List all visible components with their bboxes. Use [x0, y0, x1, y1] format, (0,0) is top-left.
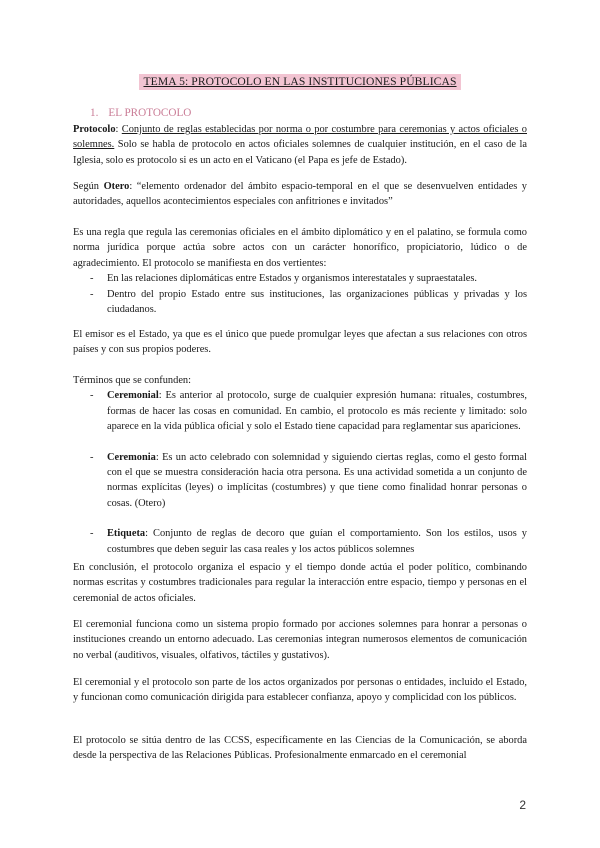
- ceremonial-protocolo-text: El ceremonial y el protocolo son parte de los actos organizados por personas o entidades, incluido el Estado, y funcionan como comunicación dirigida para establecer confianza, apoyo y complicidad con los públicos.: [73, 677, 527, 704]
- author-otero: Otero: [103, 181, 130, 192]
- list-item-ceremonia: [73, 450, 527, 512]
- paragraph-terminos: [73, 373, 527, 572]
- protocolo-rest: Solo se habla de protocolo en actos oficiales solemnes de cualquier institución, en el caso de la Iglesia, solo es protocolo si es un acto en el Vaticano (el Papa es jefe de Estado).: [73, 139, 527, 166]
- paragraph-conclusion: [73, 560, 527, 606]
- paragraph-regla: [73, 225, 527, 317]
- otero-prefix: Según: [73, 181, 104, 192]
- section-label: EL PROTOCOLO: [108, 107, 192, 119]
- ccss-text: El protocolo se sitúa dentro de las CCSS, específicamente en las Ciencias de la Comunicación, se aborda desde la perspectiva de las Relaciones Públicas. Profesionalmente enmarcado en el ceremonial: [73, 735, 527, 762]
- section-number: 1.: [90, 107, 99, 119]
- document-title: TEMA 5: PROTOCOLO EN LAS INSTITUCIONES PÚBLICAS: [139, 74, 460, 90]
- term-ceremonia: Ceremonia: [107, 451, 156, 463]
- terminos-intro: Términos que se confunden:: [73, 375, 192, 386]
- ceremonial-text: : Es anterior al protocolo, surge de cualquier expresión humana: rituales, costumbres, formas de hacer las cosas en comunidad. En cambio, el protocolo es más reciente y limitado: solo aparece en la vida pública oficial y solo el Estado tiene capacidad para reglamentar sus apariciones.: [107, 390, 527, 433]
- terminos-list: [73, 388, 527, 557]
- list-item: - En las relaciones diplomáticas entre Estados y organismos interestatales y supraestatales.: [73, 271, 527, 286]
- list-item: - Dentro del propio Estado entre sus instituciones, las organizaciones públicas y privadas y los ciudadanos.: [73, 287, 527, 318]
- title-wrap: [0, 72, 600, 90]
- etiqueta-text: : Conjunto de reglas de decoro que guían el comportamiento. Son los estilos, usos y costumbres que deben seguir las casa reales y los actos públicos solemnes: [107, 528, 527, 555]
- paragraph-otero: [73, 179, 527, 210]
- paragraph-ceremonial-protocolo: [73, 675, 527, 706]
- paragraph-ccss: [73, 733, 527, 764]
- list-item-ceremonial: [73, 388, 527, 434]
- term-ceremonial: Ceremonial: [107, 390, 159, 402]
- page-number: 2: [519, 798, 526, 812]
- ceremonial-sistema-text: El ceremonial funciona como un sistema propio formado por acciones solemnes para honrar a personas o instituciones creando un entorno adecuado. Las ceremonias integran numerosos elementos de comunicación no verbal (auditivos, visuales, olfativos, táctiles y gustativos).: [73, 619, 527, 661]
- section-heading: [90, 107, 191, 119]
- list-item-etiqueta: [73, 526, 527, 557]
- protocolo-definition: Conjunto de reglas establecidas por norma o por costumbre para ceremonias y actos oficiales o solemnes.: [73, 124, 527, 151]
- term-protocolo: Protocolo: [73, 124, 116, 135]
- otero-quote: : “elemento ordenador del ámbito espacio-temporal en el que se desenvuelven entidades y autoridades, aquellos acontecimientos especiales con anfitriones e invitados”: [73, 181, 528, 208]
- paragraph-ceremonial-sistema: [73, 617, 527, 663]
- conclusion-text: En conclusión, el protocolo organiza el espacio y el tiempo donde actúa el poder político, combinando normas escritas y costumbres tradicionales para regular la interacción entre espacio, tiempo y personas en el ceremonial de actos oficiales.: [73, 562, 527, 604]
- colon: :: [115, 124, 122, 135]
- term-etiqueta: Etiqueta: [107, 528, 146, 540]
- ceremonia-text: : Es un acto celebrado con solemnidad y siguiendo ciertas reglas, como el gesto formal con el que se muestra consideración hacia otra persona. Es una actividad sometida a un conjunto de normas explícitas (leyes) o implícitas (costumbres) y que tiene como finalidad honrar personas o cosas. (Otero): [107, 451, 527, 509]
- regla-text: Es una regla que regula las ceremonias oficiales en el ámbito diplomático y en el palatino, se formula como norma jurídica porque actúa sobre actos con un carácter honorífico, propiciatorio, lúdico o de agradecimiento. El protocolo se manifiesta en dos vertientes:: [73, 227, 527, 269]
- emisor-text: El emisor es el Estado, ya que es el único que puede promulgar leyes que afectan a sus relaciones con otros países y con sus propios poderes.: [73, 329, 527, 356]
- vertientes-list: [73, 271, 527, 317]
- paragraph-protocolo-definition: [73, 122, 527, 168]
- paragraph-emisor: [73, 327, 527, 358]
